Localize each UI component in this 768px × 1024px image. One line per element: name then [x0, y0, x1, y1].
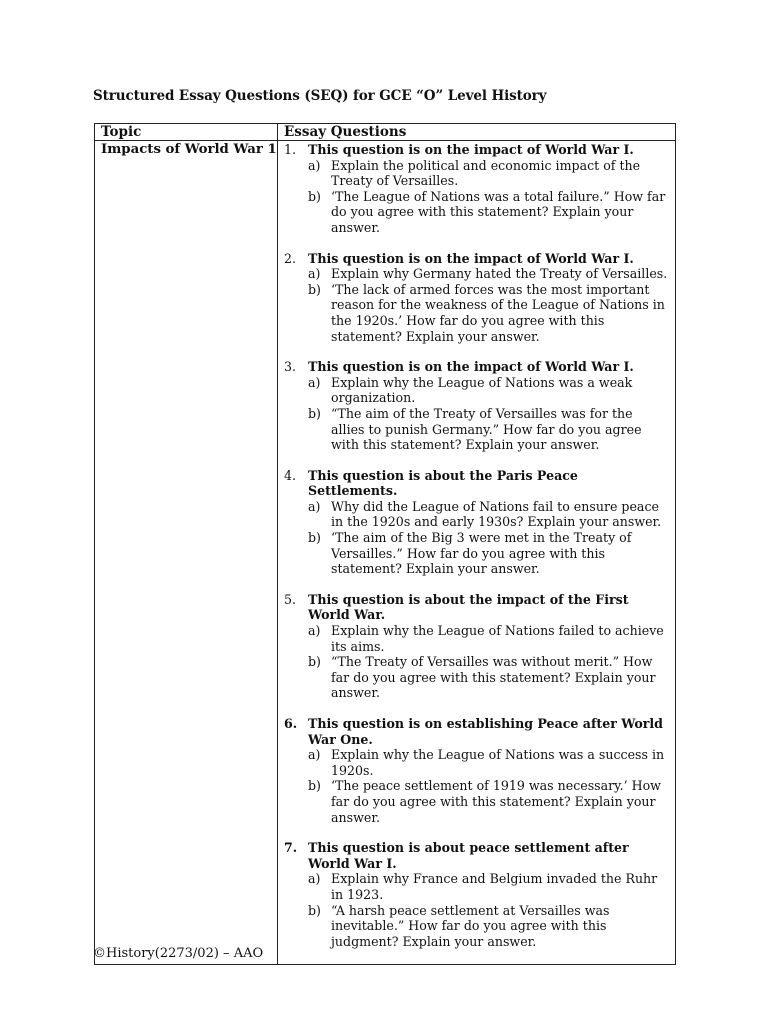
sub-question-text: “The aim of the Treaty of Versailles was for the allies to punish Germany.” How far do you agree with this statement? Explain your answer. [331, 405, 642, 453]
sub-label: a) [308, 266, 321, 282]
page-footer: ©History(2273/02) – AAO [93, 946, 264, 961]
sub-question-a [284, 266, 669, 282]
essay-questions-table [94, 123, 676, 965]
question-item-5 [284, 592, 669, 701]
sub-label: b) [308, 188, 321, 204]
questions-cell [278, 141, 676, 965]
question-item-4 [284, 468, 669, 577]
sub-question-a [284, 871, 669, 902]
sub-question-a [284, 747, 669, 778]
question-item-3 [284, 359, 669, 453]
sub-question-b [284, 189, 669, 236]
sub-question-text: ‘The peace settlement of 1919 was necessary.’ How far do you agree with this statement? Explain your answer. [331, 778, 661, 825]
question-item-7 [284, 840, 669, 949]
question-item-6 [284, 716, 669, 825]
sub-question-a [284, 375, 669, 406]
question-number: 4. [284, 467, 297, 483]
sub-question-text: Why did the League of Nations fail to ensure peace in the 1920s and early 1930s? Explain your answer. [331, 498, 662, 530]
sub-question-text: Explain why Germany hated the Treaty of Versailles. [331, 266, 668, 282]
sub-question-b [284, 903, 669, 950]
sub-label: b) [308, 902, 321, 918]
sub-question-text: “The Treaty of Versailles was without merit.” How far do you agree with this statement? Explain your answer. [331, 654, 656, 701]
question-stem: This question is on the impact of World War I. [308, 250, 634, 266]
question-stem: This question is about peace settlement after World War I. [308, 840, 629, 871]
question-item-2 [284, 251, 669, 345]
sub-question-b [284, 406, 669, 453]
question-stem: This question is on the impact of World War I. [308, 359, 634, 375]
question-number: 6. [284, 716, 298, 731]
sub-question-text: ‘The lack of armed forces was the most important reason for the weakness of the League of Nations in the 1920s.’ How far do you agree with this statement? Explain your answer. [331, 281, 665, 344]
question-number: 5. [284, 591, 297, 607]
sub-question-text: Explain why the League of Nations failed to achieve its aims. [331, 623, 664, 654]
question-number: 7. [284, 840, 298, 856]
sub-question-a [284, 158, 669, 189]
sub-label: a) [308, 871, 321, 887]
sub-question-b [284, 282, 669, 344]
header-essay-questions: Essay Questions [278, 124, 676, 141]
sub-label: a) [308, 623, 321, 639]
sub-question-text: Explain why France and Belgium invaded the Ruhr in 1923. [331, 871, 658, 902]
question-stem: This question is on the impact of World War I. [308, 142, 634, 157]
topic-cell: Impacts of World War 1 [95, 141, 278, 965]
question-item-1 [284, 142, 669, 236]
question-stem: This question is on establishing Peace after World War One. [308, 716, 663, 747]
question-number: 1. [284, 142, 297, 157]
sub-question-text: Explain the political and economic impact of the Treaty of Versailles. [331, 157, 641, 189]
sub-question-b [284, 654, 669, 701]
sub-label: a) [308, 498, 321, 514]
sub-label: a) [308, 157, 321, 173]
sub-question-text: ‘The League of Nations was a total failure.” How far do you agree with this statement? Explain your answer. [331, 188, 666, 235]
sub-question-text: “A harsh peace settlement at Versailles was inevitable.” How far do you agree with this judgment? Explain your answer. [331, 902, 610, 949]
sub-question-b [284, 530, 669, 577]
table-row [95, 141, 676, 965]
sub-question-text: ‘The aim of the Big 3 were met in the Treaty of Versailles.” How far do you agree with this statement? Explain your answer. [331, 530, 632, 577]
question-number: 3. [284, 359, 297, 375]
sub-question-text: Explain why the League of Nations was a success in 1920s. [331, 747, 665, 778]
document-title: Structured Essay Questions (SEQ) for GCE “O” Level History [93, 88, 547, 104]
sub-question-a [284, 499, 669, 530]
sub-label: a) [308, 374, 321, 390]
sub-label: b) [308, 778, 321, 794]
table-header-row [95, 124, 676, 141]
question-stem: This question is about the impact of the First World War. [308, 591, 629, 623]
sub-question-b [284, 778, 669, 825]
sub-label: a) [308, 747, 321, 763]
sub-label: b) [308, 654, 321, 670]
sub-label: b) [308, 405, 321, 421]
sub-question-a [284, 623, 669, 654]
header-topic: Topic [95, 124, 278, 141]
sub-label: b) [308, 530, 321, 546]
question-number: 2. [284, 250, 297, 266]
sub-question-text: Explain why the League of Nations was a weak organization. [331, 374, 633, 406]
question-stem: This question is about the Paris Peace Settlements. [308, 467, 578, 499]
sub-label: b) [308, 281, 321, 297]
